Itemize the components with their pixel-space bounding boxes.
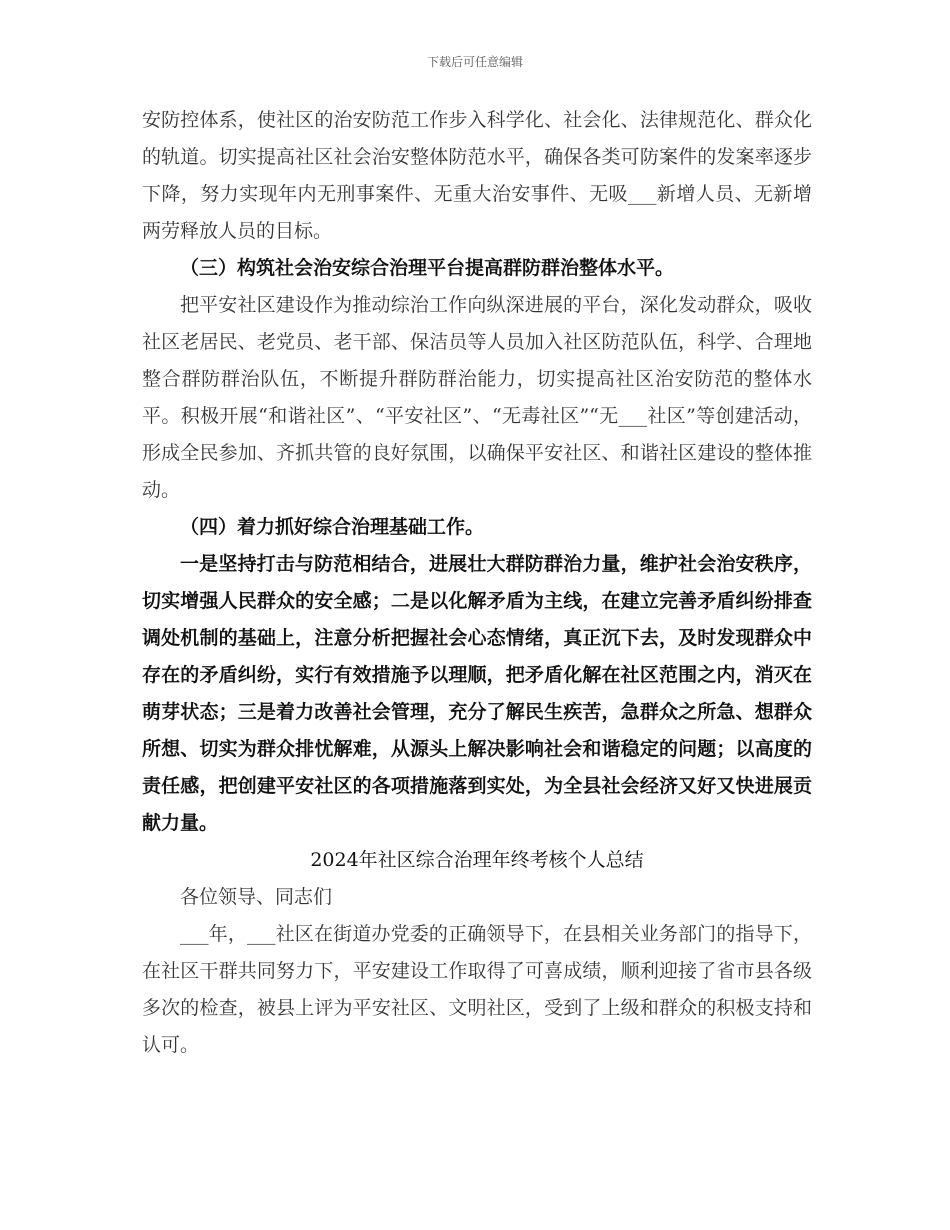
page-header: 下载后可任意编辑 (426, 55, 523, 69)
paragraph-intro: ___年，___社区在街道办党委的正确领导下，在县相关业务部门的指导下，在社区干群共同努力下，平安建设工作取得了可喜成绩，顺利迎接了省市县各级多次的检查，被县上评为平安社区、文明社区，受到了上级和群众的积极支持和认可。 (142, 923, 812, 1056)
document-title: 2024年社区综合治理年终考核个人总结 (310, 849, 644, 871)
paragraph-platform: 把平安社区建设作为推动综治工作向纵深进展的平台，深化发动群众，吸收社区老居民、老党员、老干部、保洁员等人员加入社区防范队伍，科学、合理地整合群防群治队伍，不断提升群防群治能力，切实提高社区治安防范的整体水平。积极开展“和谐社区”、“平安社区”、“无毒社区”“无___社区”等创建活动，形成全民参加、齐抓共管的良好氛围，以确保平安社区、和谐社区建设的整体推动。 (142, 294, 812, 501)
section-heading-4: （四）着力抓好综合治理基础工作。 (180, 516, 485, 538)
section-heading-3: （三）构筑社会治安综合治理平台提高群防群治整体水平。 (180, 257, 675, 279)
paragraph-continuation: 安防控体系，使社区的治安防范工作步入科学化、社会化、法律规范化、群众化的轨道。切实提高社区社会治安整体防范水平，确保各类可防案件的发案率逐步下降，努力实现年内无刑事案件、无重大治安事件、无吸___新增人员、无新增两劳释放人员的目标。 (142, 109, 812, 242)
salutation: 各位领导、同志们 (180, 886, 333, 908)
document-body (142, 102, 812, 1064)
paragraph-basic-work: 一是坚持打击与防范相结合，进展壮大群防群治力量，维护社会治安秩序，切实增强人民群众的安全感；二是以化解矛盾为主线，在建立完善矛盾纠纷排查调处机制的基础上，注意分析把握社会心态情绪，真正沉下去，及时发现群众中存在的矛盾纠纷，实行有效措施予以理顺，把矛盾化解在社区范围之内，消灭在萌芽状态；三是着力改善社会管理，充分了解民生疾苦，急群众之所急、想群众所想、切实为群众排忧解难，从源头上解决影响社会和谐稳定的问题；以高度的责任感，把创建平安社区的各项措施落到实处，为全县社会经济又好又快进展贡献力量。 (142, 553, 812, 834)
